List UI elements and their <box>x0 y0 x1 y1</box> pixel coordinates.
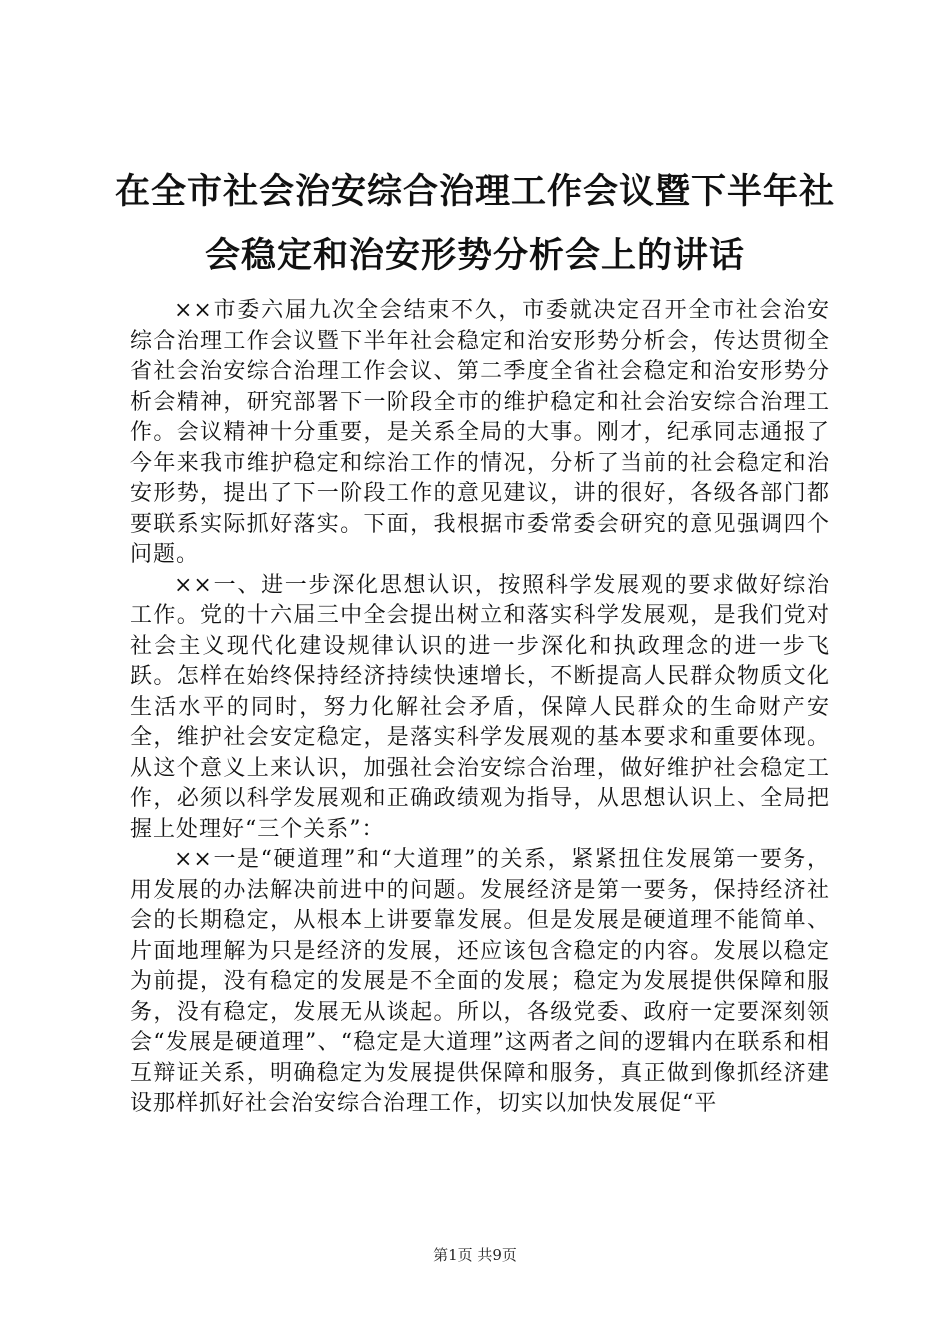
title-line-2: 会稳定和治安形势分析会上的讲话 <box>204 236 745 276</box>
paragraph-intro: ××市委六届九次全会结束不久，市委就决定召开全市社会治安综合治理工作会议暨下半年社会稳定和治安形势分析会，传达贯彻全省社会治安综合治理工作会议、第二季度全省社会稳定和治安形势分析会精神，研究部署下一阶段全市的维护稳定和社会治安综合治理工作。会议精神十分重要，是关系全局的大事。刚才，纪承同志通报了今年来我市维护稳定和综治工作的情况，分析了当前的社会稳定和治安形势，提出了下一阶段工作的意见建议，讲的很好，各级各部门都要联系实际抓好落实。下面，我根据市委常委会研究的意见强调四个问题。 <box>130 298 830 567</box>
document-body <box>130 296 830 1120</box>
page-footer: 第1页 共9页 <box>433 1246 517 1264</box>
paragraph-section-one: ××一、进一步深化思想认识，按照科学发展观的要求做好综治工作。党的十六届三中全会提出树立和落实科学发展观，是我们党对社会主义现代化建设规律认识的进一步深化和执政理念的进一步飞跃。怎样在始终保持经济持续快速增长，不断提高人民群众物质文化生活水平的同时，努力化解社会矛盾，保障人民群众的生命财产安全，维护社会安定稳定，是落实科学发展观的基本要求和重要体现。从这个意义上来认识，加强社会治安综合治理，做好维护社会稳定工作，必须以科学发展观和正确政绩观为指导，从思想认识上、全局把握上处理好“三个关系”： <box>130 572 830 842</box>
title-line-1: 在全市社会治安综合治理工作会议暨下半年社 <box>114 172 835 212</box>
document-title <box>110 160 840 288</box>
paragraph-point-one: ××一是“硬道理”和“大道理”的关系，紧紧扭住发展第一要务，用发展的办法解决前进中的问题。发展经济是第一要务，保持经济社会的长期稳定，从根本上讲要靠发展。但是发展是硬道理不能简单、片面地理解为只是经济的发展，还应该包含稳定的内容。发展以稳定为前提，没有稳定的发展是不全面的发展；稳定为发展提供保障和服务，没有稳定，发展无从谈起。所以，各级党委、政府一定要深刻领会“发展是硬道理”、“稳定是大道理”这两者之间的逻辑内在联系和相互辩证关系，明确稳定为发展提供保障和服务，真正做到像抓经济建设那样抓好社会治安综合治理工作，切实以加快发展促“平 <box>130 847 830 1116</box>
